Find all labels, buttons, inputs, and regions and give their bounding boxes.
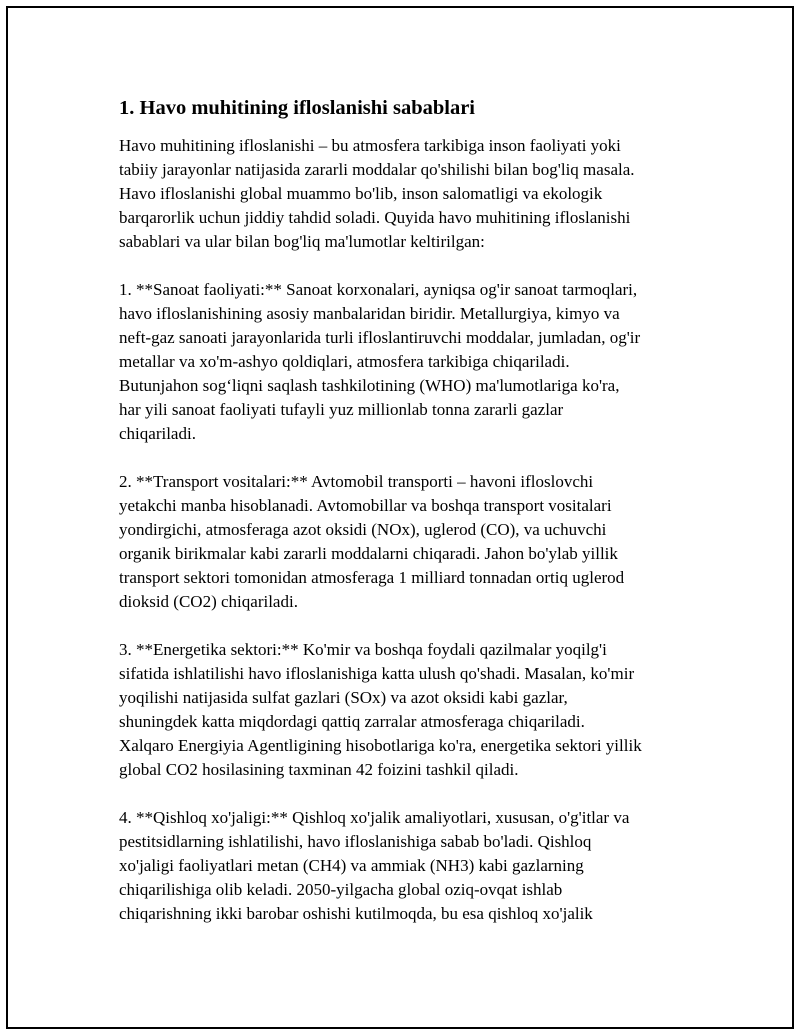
text-line: 3. **Energetika sektori:** Ko'mir va boshqa foydali qazilmalar yoqilg'i [119, 640, 607, 659]
text-line: chiqariladi. [119, 424, 196, 443]
section-heading: 1. Havo muhitining ifloslanishi sabablari [119, 97, 475, 119]
transport-paragraph [119, 470, 699, 614]
document-body [119, 94, 699, 950]
intro-paragraph [119, 134, 699, 254]
text-line: dioksid (CO2) chiqariladi. [119, 592, 298, 611]
page-frame [6, 6, 794, 1029]
text-line: barqarorlik uchun jiddiy tahdid soladi. Quyida havo muhitining ifloslanishi [119, 208, 631, 227]
text-line: sabablari va ular bilan bog'liq ma'lumotlar keltirilgan: [119, 232, 485, 251]
text-line: 2. **Transport vositalari:** Avtomobil transporti – havoni ifloslovchi [119, 472, 594, 491]
text-line: metallar va xo'm-ashyo qoldiqlari, atmosfera tarkibiga chiqariladi. [119, 352, 570, 371]
text-line: yetakchi manba hisoblanadi. Avtomobillar va boshqa transport vositalari [119, 496, 612, 515]
text-line: chiqarilishiga olib keladi. 2050-yilgacha global oziq-ovqat ishlab [119, 880, 563, 899]
text-line: sifatida ishlatilishi havo ifloslanishiga katta ulush qo'shadi. Masalan, ko'mir [119, 664, 635, 683]
text-line: har yili sanoat faoliyati tufayli yuz millionlab tonna zararli gazlar [119, 400, 564, 419]
text-line: yoqilishi natijasida sulfat gazlari (SOx) va azot oksidi kabi gazlar, [119, 688, 568, 707]
text-line: tabiiy jarayonlar natijasida zararli moddalar qo'shilishi bilan bog'liq masala. [119, 160, 635, 179]
text-line: havo ifloslanishining asosiy manbalaridan biridir. Metallurgiya, kimyo va [119, 304, 620, 323]
text-line: 1. **Sanoat faoliyati:** Sanoat korxonalari, ayniqsa og'ir sanoat tarmoqlari, [119, 280, 638, 299]
text-line: chiqarishning ikki barobar oshishi kutilmoqda, bu esa qishloq xo'jalik [119, 904, 593, 923]
text-line: transport sektori tomonidan atmosferaga 1 milliard tonnadan ortiq uglerod [119, 568, 625, 587]
text-line: 4. **Qishloq xo'jaligi:** Qishloq xo'jalik amaliyotlari, xususan, o'g'itlar va [119, 808, 630, 827]
text-line: Havo ifloslanishi global muammo bo'lib, inson salomatligi va ekologik [119, 184, 603, 203]
energy-paragraph [119, 638, 699, 782]
text-line: Xalqaro Energiyia Agentligining hisobotlariga ko'ra, energetika sektori yillik [119, 736, 642, 755]
text-line: pestitsidlarning ishlatilishi, havo ifloslanishiga sabab bo'ladi. Qishloq [119, 832, 592, 851]
agriculture-paragraph [119, 806, 699, 926]
text-line: organik birikmalar kabi zararli moddalarni chiqaradi. Jahon bo'ylab yillik [119, 544, 618, 563]
text-line: Havo muhitining ifloslanishi – bu atmosfera tarkibiga inson faoliyati yoki [119, 136, 621, 155]
text-line: global CO2 hosilasining taxminan 42 foizini tashkil qiladi. [119, 760, 519, 779]
text-line: yondirgichi, atmosferaga azot oksidi (NOx), uglerod (CO), va uchuvchi [119, 520, 607, 539]
text-line: xo'jaligi faoliyatlari metan (CH4) va ammiak (NH3) kabi gazlarning [119, 856, 584, 875]
text-line: shuningdek katta miqdordagi qattiq zarralar atmosferaga chiqariladi. [119, 712, 585, 731]
text-line: Butunjahon sog‘liqni saqlash tashkilotining (WHO) ma'lumotlariga ko'ra, [119, 376, 620, 395]
industry-paragraph [119, 278, 699, 446]
text-line: neft-gaz sanoati jarayonlarida turli ifloslantiruvchi moddalar, jumladan, og'ir [119, 328, 641, 347]
